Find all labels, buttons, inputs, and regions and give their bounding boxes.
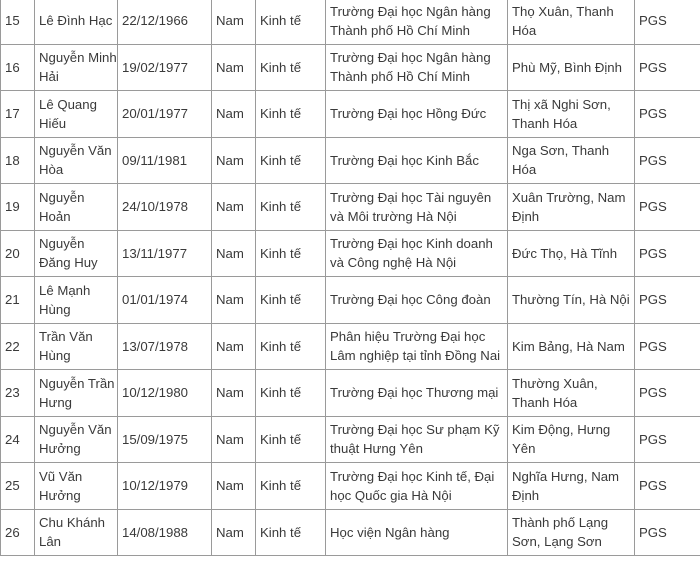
cell-birth-date: 14/08/1988 — [118, 509, 212, 556]
cell-title: PGS — [635, 416, 700, 463]
cell-gender: Nam — [212, 370, 256, 417]
cell-hometown: Thường Xuân, Thanh Hóa — [508, 370, 635, 417]
cell-field: Kinh tế — [256, 184, 326, 231]
cell-field: Kinh tế — [256, 463, 326, 510]
cell-hometown: Đức Thọ, Hà Tĩnh — [508, 230, 635, 277]
cell-title: PGS — [635, 509, 700, 556]
cell-birth-date: 13/11/1977 — [118, 230, 212, 277]
cell-institution: Trường Đại học Ngân hàng Thành phố Hồ Chí Minh — [326, 0, 508, 44]
cell-field: Kinh tế — [256, 137, 326, 184]
cell-hometown: Thành phố Lạng Sơn, Lạng Sơn — [508, 509, 635, 556]
cell-gender: Nam — [212, 184, 256, 231]
cell-field: Kinh tế — [256, 44, 326, 91]
cell-field: Kinh tế — [256, 0, 326, 44]
cell-name: Nguyễn Minh Hải — [35, 44, 118, 91]
cell-gender: Nam — [212, 509, 256, 556]
table-row — [1, 416, 700, 463]
cell-field: Kinh tế — [256, 416, 326, 463]
cell-name: Chu Khánh Lân — [35, 509, 118, 556]
cell-stt: 24 — [1, 416, 35, 463]
cell-stt: 16 — [1, 44, 35, 91]
cell-institution: Trường Đại học Kinh doanh và Công nghệ Hà Nội — [326, 230, 508, 277]
cell-name: Lê Quang Hiếu — [35, 91, 118, 138]
cell-birth-date: 22/12/1966 — [118, 0, 212, 44]
cell-title: PGS — [635, 323, 700, 370]
cell-field: Kinh tế — [256, 230, 326, 277]
cell-stt: 26 — [1, 509, 35, 556]
cell-birth-date: 13/07/1978 — [118, 323, 212, 370]
table-row — [1, 0, 700, 44]
cell-title: PGS — [635, 230, 700, 277]
cell-hometown: Nga Sơn, Thanh Hóa — [508, 137, 635, 184]
cell-title: PGS — [635, 44, 700, 91]
cell-gender: Nam — [212, 0, 256, 44]
cell-gender: Nam — [212, 137, 256, 184]
cell-gender: Nam — [212, 230, 256, 277]
cell-gender: Nam — [212, 463, 256, 510]
cell-stt: 21 — [1, 277, 35, 324]
cell-institution: Trường Đại học Tài nguyên và Môi trường Hà Nội — [326, 184, 508, 231]
cell-title: PGS — [635, 277, 700, 324]
cell-stt: 23 — [1, 370, 35, 417]
cell-hometown: Nghĩa Hưng, Nam Định — [508, 463, 635, 510]
cell-hometown: Phù Mỹ, Bình Định — [508, 44, 635, 91]
cell-gender: Nam — [212, 416, 256, 463]
cell-gender: Nam — [212, 91, 256, 138]
cell-institution: Trường Đại học Công đoàn — [326, 277, 508, 324]
table-row — [1, 184, 700, 231]
cell-gender: Nam — [212, 44, 256, 91]
cell-institution: Trường Đại học Kinh tế, Đại học Quốc gia Hà Nội — [326, 463, 508, 510]
cell-title: PGS — [635, 184, 700, 231]
cell-institution: Trường Đại học Thương mại — [326, 370, 508, 417]
cell-institution: Trường Đại học Hồng Đức — [326, 91, 508, 138]
cell-hometown: Thường Tín, Hà Nội — [508, 277, 635, 324]
cell-institution: Trường Đại học Ngân hàng Thành phố Hồ Chí Minh — [326, 44, 508, 91]
cell-title: PGS — [635, 370, 700, 417]
cell-field: Kinh tế — [256, 91, 326, 138]
cell-birth-date: 09/11/1981 — [118, 137, 212, 184]
cell-field: Kinh tế — [256, 323, 326, 370]
cell-hometown: Kim Động, Hưng Yên — [508, 416, 635, 463]
cell-name: Nguyễn Hoản — [35, 184, 118, 231]
table-row — [1, 230, 700, 277]
table-row — [1, 509, 700, 556]
cell-stt: 20 — [1, 230, 35, 277]
cell-stt: 19 — [1, 184, 35, 231]
cell-stt: 22 — [1, 323, 35, 370]
table-row — [1, 91, 700, 138]
cell-title: PGS — [635, 91, 700, 138]
cell-institution: Phân hiệu Trường Đại học Lâm nghiệp tại tỉnh Đồng Nai — [326, 323, 508, 370]
cell-title: PGS — [635, 0, 700, 44]
cell-institution: Học viện Ngân hàng — [326, 509, 508, 556]
cell-stt: 15 — [1, 0, 35, 44]
cell-field: Kinh tế — [256, 277, 326, 324]
cell-name: Nguyễn Đăng Huy — [35, 230, 118, 277]
cell-institution: Trường Đại học Kinh Bắc — [326, 137, 508, 184]
cell-birth-date: 24/10/1978 — [118, 184, 212, 231]
cell-field: Kinh tế — [256, 509, 326, 556]
cell-name: Trần Văn Hùng — [35, 323, 118, 370]
table-row — [1, 44, 700, 91]
cell-hometown: Thọ Xuân, Thanh Hóa — [508, 0, 635, 44]
cell-stt: 17 — [1, 91, 35, 138]
cell-field: Kinh tế — [256, 370, 326, 417]
cell-birth-date: 10/12/1980 — [118, 370, 212, 417]
cell-hometown: Kim Bảng, Hà Nam — [508, 323, 635, 370]
cell-birth-date: 20/01/1977 — [118, 91, 212, 138]
cell-name: Nguyễn Văn Hòa — [35, 137, 118, 184]
table-row — [1, 463, 700, 510]
cell-name: Lê Đình Hạc — [35, 0, 118, 44]
cell-title: PGS — [635, 463, 700, 510]
table-row — [1, 137, 700, 184]
cell-name: Nguyễn Văn Hưởng — [35, 416, 118, 463]
cell-birth-date: 15/09/1975 — [118, 416, 212, 463]
cell-gender: Nam — [212, 323, 256, 370]
cell-birth-date: 01/01/1974 — [118, 277, 212, 324]
cell-name: Lê Mạnh Hùng — [35, 277, 118, 324]
table-row — [1, 370, 700, 417]
cell-hometown: Xuân Trường, Nam Định — [508, 184, 635, 231]
table-body — [1, 0, 700, 556]
cell-hometown: Thị xã Nghi Sơn, Thanh Hóa — [508, 91, 635, 138]
cell-birth-date: 19/02/1977 — [118, 44, 212, 91]
cell-name: Nguyễn Trần Hưng — [35, 370, 118, 417]
cell-name: Vũ Văn Hưởng — [35, 463, 118, 510]
cell-stt: 18 — [1, 137, 35, 184]
table-row — [1, 277, 700, 324]
cell-gender: Nam — [212, 277, 256, 324]
table-row — [1, 323, 700, 370]
cell-stt: 25 — [1, 463, 35, 510]
cell-institution: Trường Đại học Sư phạm Kỹ thuật Hưng Yên — [326, 416, 508, 463]
cell-birth-date: 10/12/1979 — [118, 463, 212, 510]
cell-title: PGS — [635, 137, 700, 184]
